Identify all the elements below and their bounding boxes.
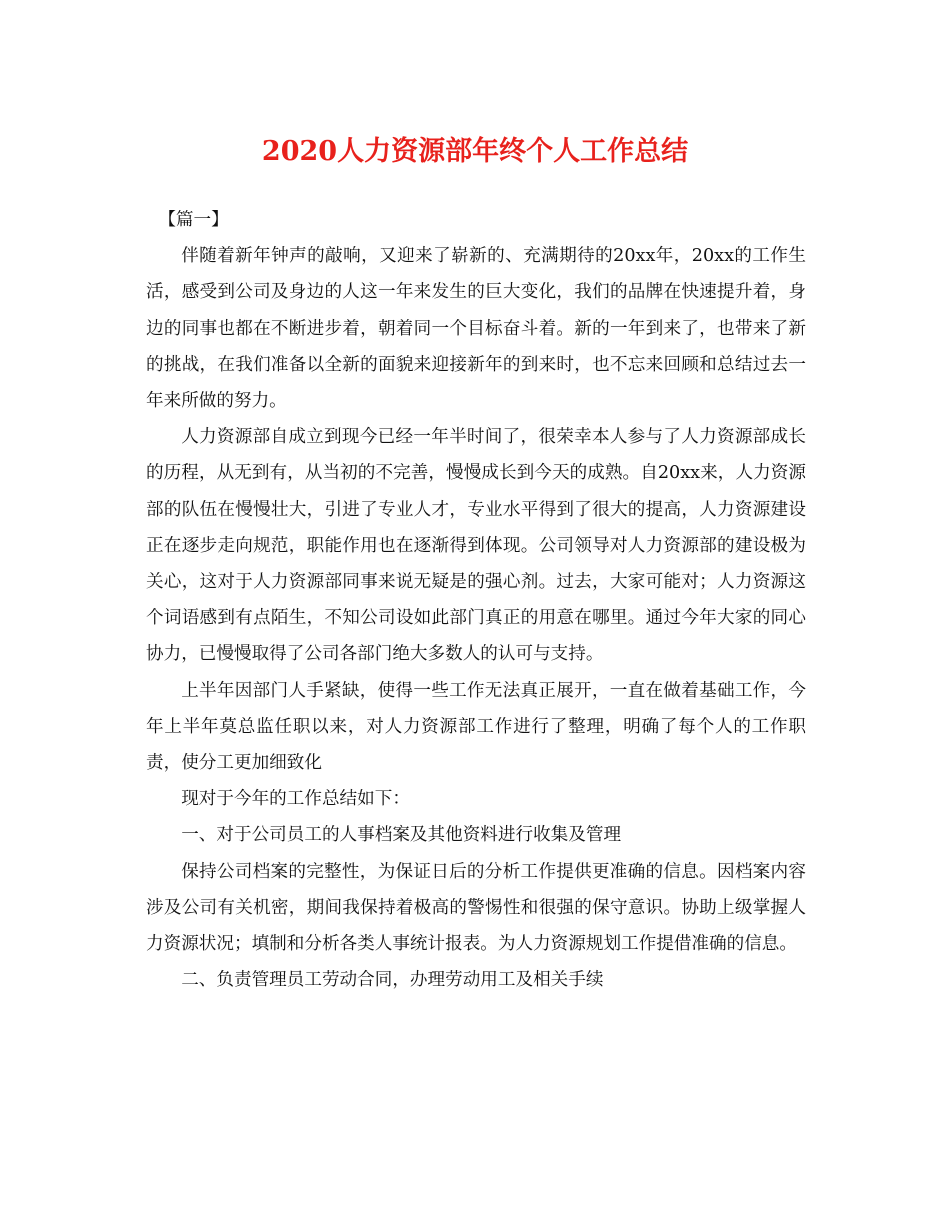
- paragraph-archives: 保持公司档案的完整性，为保证日后的分析工作提供更准确的信息。因档案内容涉及公司有关机密，期间我保持着极高的警惕性和很强的保守意识。协助上级掌握人力资源状况；填制和分析各类人事统计报表。为人力资源规划工作提借准确的信息。: [146, 861, 806, 955]
- paragraph-summary-intro: 现对于今年的工作总结如下：: [181, 789, 410, 810]
- document-title: 2020人力资源部年终个人工作总结: [261, 136, 689, 167]
- paragraph-department-history: 人力资源部自成立到现今已经一年半时间了，很荣幸本人参与了人力资源部成长的历程，从无到有，从当初的不完善，慢慢成长到今天的成熟。自20xx来，人力资源部的队伍在慢慢壮大，引进了专业人才，专业水平得到了很大的提高，人力资源建设正在逐步走向规范，职能作用也在逐渐得到体现。公司领导对人力资源部的建设极为关心，这对于人力资源部同事来说无疑是的强心剂。过去，大家可能对；人力资源这个词语感到有点陌生，不知公司设如此部门真正的用意在哪里。通过今年大家的同心协力，已慢慢取得了公司各部门绝大多数人的认可与支持。: [146, 427, 806, 665]
- section-label: 【篇一】: [158, 210, 229, 230]
- paragraph-intro: 伴随着新年钟声的敲响，又迎来了崭新的、充满期待的20xx年，20xx的工作生活，感受到公司及身边的人这一年来发生的巨大变化，我们的品牌在快速提升着，身边的同事也都在不断进步着，朝着同一个目标奋斗着。新的一年到来了，也带来了新的挑战，在我们准备以全新的面貌来迎接新年的到来时，也不忘来回顾和总结过去一年来所做的努力。: [146, 246, 806, 412]
- paragraph-first-half: 上半年因部门人手紧缺，使得一些工作无法真正展开，一直在做着基础工作，今年上半年莫总监任职以来，对人力资源部工作进行了整理，明确了每个人的工作职责，使分工更加细致化: [146, 680, 806, 774]
- heading-item-one: 一、对于公司员工的人事档案及其他资料进行收集及管理: [181, 825, 622, 846]
- heading-item-two: 二、负责管理员工劳动合同，办理劳动用工及相关手续: [181, 970, 604, 991]
- document-body: [146, 202, 806, 998]
